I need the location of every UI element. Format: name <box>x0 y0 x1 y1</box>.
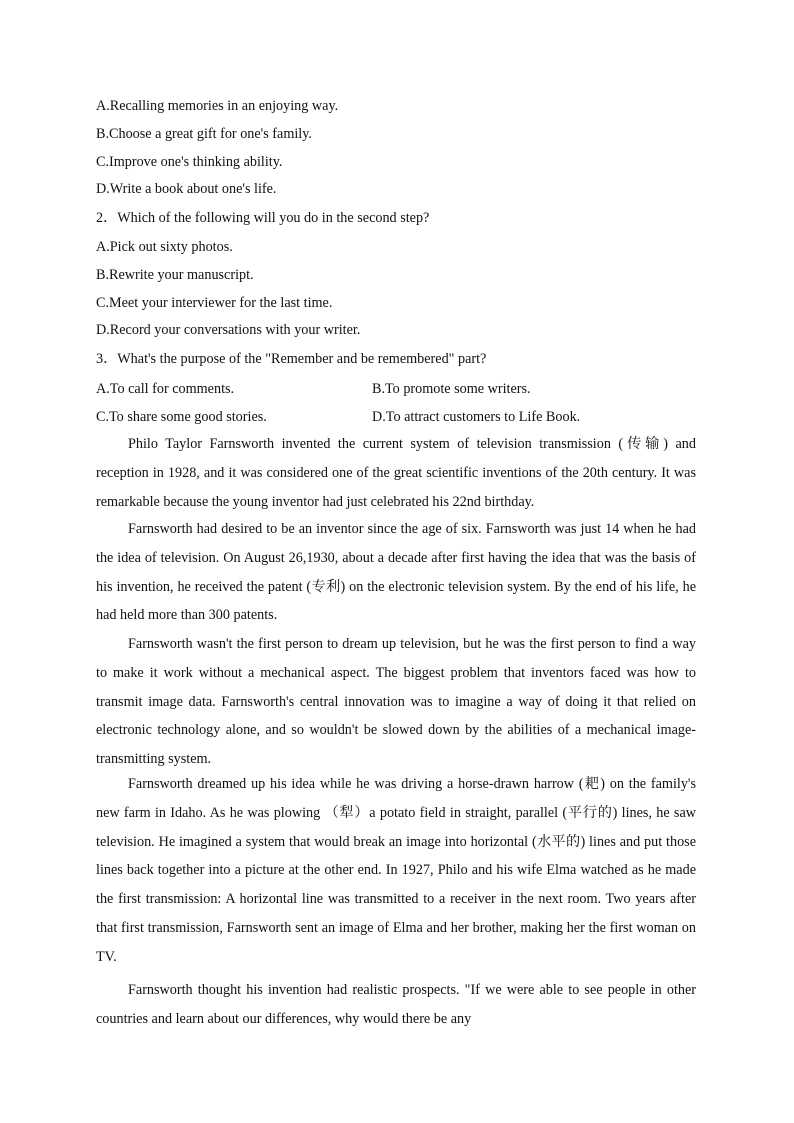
paragraph-text: Farnsworth wasn't the first person to dream up television, but he was the first person to find a way to make it work without a mechanical aspect. The biggest problem that inventors faced was how to transmit image data. Farnsworth's central innovation was to imagine a way of doing it that relied on electronic technology alone, and so wouldn't be slowed down by the abilities of a mechanical image-transmitting system. <box>96 636 696 768</box>
passage-paragraph-3 <box>96 630 696 774</box>
passage-paragraph-5 <box>96 976 696 1034</box>
q2-option-a: A.Pick out sixty photos. <box>96 239 233 255</box>
q3-option-b: B.To promote some writers. <box>372 381 531 397</box>
q2-option-d: D.Record your conversations with your writer. <box>96 322 361 338</box>
q3-option-c: C.To share some good stories. <box>96 409 267 425</box>
paragraph-text: Farnsworth thought his invention had realistic prospects. "If we were able to see people in other countries and learn about our differences, why would there be any <box>96 982 696 1027</box>
q2-option-b: B.Rewrite your manuscript. <box>96 267 254 283</box>
q2-stem: 2．Which of the following will you do in the second step? <box>96 210 430 226</box>
passage-paragraph-1 <box>96 430 696 516</box>
q3-option-d: D.To attract customers to Life Book. <box>372 409 581 425</box>
q1-option-c: C.Improve one's thinking ability. <box>96 154 283 170</box>
q1-option-b: B.Choose a great gift for one's family. <box>96 126 312 142</box>
passage-paragraph-2 <box>96 515 696 630</box>
q2-option-c: C.Meet your interviewer for the last time. <box>96 295 333 311</box>
paragraph-text: Farnsworth dreamed up his idea while he was driving a horse-drawn harrow (耙) on the family's new farm in Idaho. As he was plowing （犁）a potato field in straight, parallel (平行的) lines, he saw television. He imagined a system that would break an image into horizontal (水平的) lines and put those lines back together into a picture at the other end. In 1927, Philo and his wife Elma watched as he made the first transmission: A horizontal line was transmitted to a receiver in the next room. Two years after that first transmission, Farnsworth sent an image of Elma and her brother, making her the first woman on TV. <box>96 776 696 965</box>
q3-stem: 3．What's the purpose of the "Remember and be remembered" part? <box>96 351 487 367</box>
q3-option-a: A.To call for comments. <box>96 381 235 397</box>
paragraph-text: Farnsworth had desired to be an inventor since the age of six. Farnsworth was just 14 when he had the idea of television. On August 26,1930, about a decade after first having the idea that was the basis of his invention, he received the patent (专利) on the electronic television system. By the end of his life, he had held more than 300 patents. <box>96 521 696 624</box>
paragraph-text: Philo Taylor Farnsworth invented the current system of television transmission (传输) and reception in 1928, and it was considered one of the great scientific inventions of the 20th century. It was remarkable because the young inventor had just celebrated his 22nd birthday. <box>96 436 696 510</box>
passage-paragraph-4 <box>96 770 696 972</box>
q1-option-d: D.Write a book about one's life. <box>96 181 277 197</box>
q1-option-a: A.Recalling memories in an enjoying way. <box>96 98 339 114</box>
